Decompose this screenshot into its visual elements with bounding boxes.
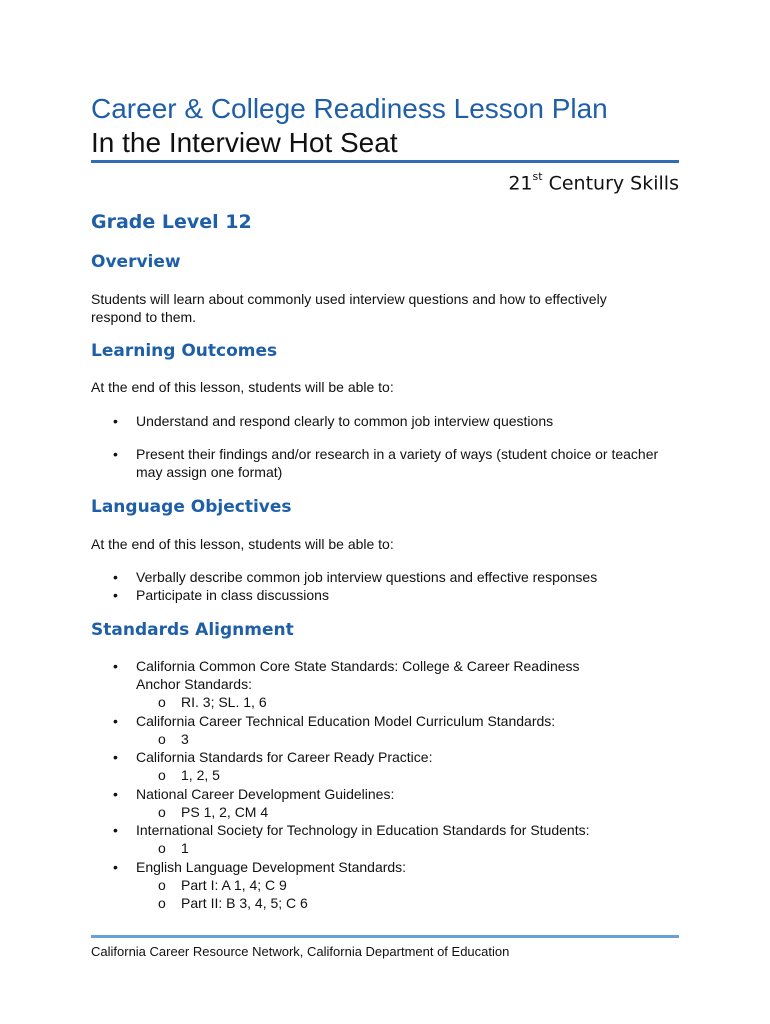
sub-list-item-text: PS 1, 2, CM 4 [181,803,269,820]
language-objectives-list [91,568,679,604]
title-divider [91,160,679,163]
learning-outcomes-intro: At the end of this lesson, students will be able to: [91,379,394,395]
list-item-text: International Society for Technology in Education Standards for Students: [136,822,590,838]
sub-list-item-text: Part I: A 1, 4; C 9 [181,876,287,893]
footer-text: California Career Resource Network, California Department of Education [91,944,510,959]
bullet-icon: • [113,712,118,729]
overview-text: Students will learn about commonly used interview questions and how to effectively respond to them. [91,291,607,325]
sub-list-item [136,839,679,858]
list-item-text: Present their findings and/or research in a variety of ways (student choice or teacher may assign one format) [136,446,659,480]
list-item [91,412,679,430]
standards-alignment-heading: Standards Alignment [91,620,294,640]
sub-list-item-text: 1 [181,840,189,856]
list-item-text: California Standards for Career Ready Practice: [136,749,433,765]
list-item [91,712,679,749]
sub-bullet-icon: o [158,895,166,911]
list-item [91,858,679,913]
bullet-icon: • [113,658,118,674]
footer-divider [91,935,679,938]
bullet-icon: • [113,569,118,585]
sub-bullet-icon: o [158,876,166,893]
sub-list-item [136,730,679,749]
grade-level-heading: Grade Level 12 [91,211,252,233]
skills-superscript: st [532,170,543,183]
sub-list [136,803,679,822]
list-item-text: Participate in class discussions [136,587,329,603]
list-item [91,657,626,712]
bullet-icon: • [113,785,118,802]
sub-list-item-text: RI. 3; SL. 1, 6 [181,694,267,710]
sub-list-item-text: 3 [181,730,189,747]
list-item-text: Understand and respond clearly to common job interview questions [136,413,554,429]
bullet-icon: • [113,822,118,838]
language-objectives-intro: At the end of this lesson, students will be able to: [91,536,394,552]
sub-list-item-text: Part II: B 3, 4, 5; C 6 [181,895,308,911]
document-subtitle: In the Interview Hot Seat [91,127,398,158]
sub-list-item [136,894,679,913]
list-item-text: National Career Development Guidelines: [136,785,395,802]
sub-list [136,766,679,785]
list-item-text: California Common Core State Standards: College & Career Readiness Anchor Standards: [136,658,580,692]
skills-number: 21 [508,172,533,195]
skills-label [508,172,679,194]
language-objectives-heading: Language Objectives [91,497,292,517]
sub-bullet-icon: o [158,730,166,747]
learning-outcomes-list [91,412,679,481]
list-item [91,445,679,481]
bullet-icon: • [113,413,118,429]
sub-list-item [136,876,679,895]
sub-list-item [136,693,626,712]
sub-list [136,839,679,858]
learning-outcomes-heading: Learning Outcomes [91,341,278,361]
sub-bullet-icon: o [158,694,166,710]
bullet-icon: • [113,587,118,603]
sub-bullet-icon: o [158,840,166,856]
list-item [91,821,679,858]
sub-bullet-icon: o [158,803,166,820]
list-item [91,568,679,586]
skills-text: Century Skills [542,172,679,195]
list-item-text: Verbally describe common job interview questions and effective responses [136,569,598,585]
bullet-icon: • [113,858,118,875]
sub-list-item [136,766,679,785]
document-title: Career & College Readiness Lesson Plan [91,93,608,124]
sub-list-item [136,803,679,822]
overview-heading: Overview [91,252,181,272]
sub-list-item-text: 1, 2, 5 [181,767,220,783]
bullet-icon: • [113,749,118,765]
bullet-icon: • [113,446,118,462]
sub-list [136,693,626,712]
sub-list [136,730,679,749]
list-item-text: English Language Development Standards: [136,858,407,875]
list-item [91,748,679,785]
standards-list [91,657,679,913]
sub-bullet-icon: o [158,767,166,783]
list-item [91,785,679,822]
list-item-text: California Career Technical Education Model Curriculum Standards: [136,712,556,729]
sub-list [136,876,679,913]
list-item [91,586,679,604]
